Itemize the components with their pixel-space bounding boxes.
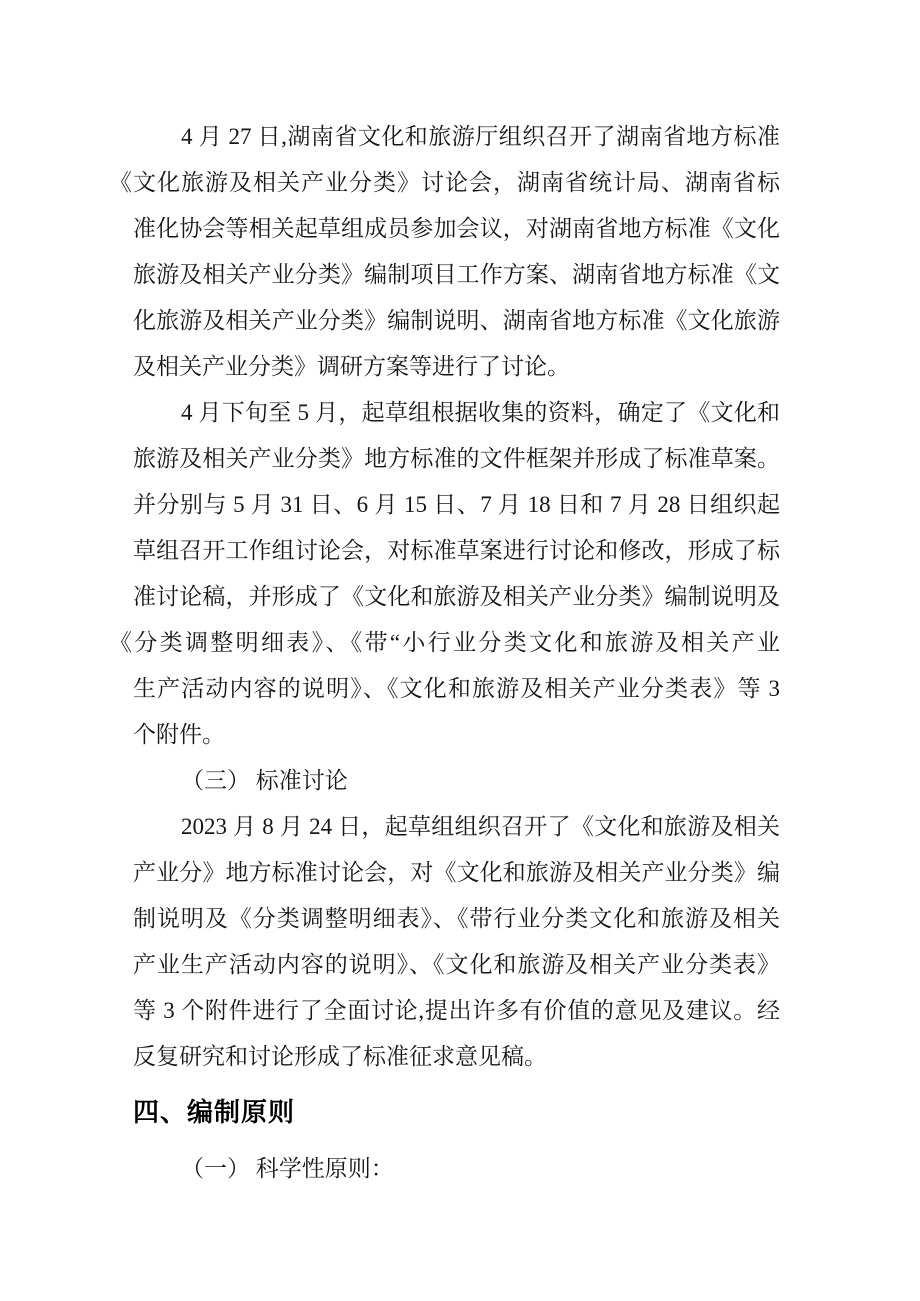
text-line: 4 月 27 日,湖南省文化和旅游厅组织召开了湖南省地方标准 — [181, 124, 780, 149]
text-line: 制说明及《分类调整明细表》、《带行业分类文化和旅游及相关 — [133, 906, 780, 931]
text-line: 等 3 个附件进行了全面讨论,提出许多有价值的意见及建议。经 — [133, 998, 780, 1023]
text-line: 《文化旅游及相关产业分类》讨论会，湖南省统计局、湖南省标 — [109, 170, 780, 195]
text-line: 化旅游及相关产业分类》编制说明、湖南省地方标准《文化旅游 — [133, 308, 780, 333]
heading-compilation-principles: 四、编制原则 — [133, 1097, 296, 1127]
paragraph-drafting-april-may — [109, 390, 780, 758]
subheading-standard-discussion: （三） 标准讨论 — [181, 768, 348, 793]
paragraph-discussion-aug2023 — [133, 804, 780, 1080]
text-line: 草组召开工作组讨论会，对标准草案进行讨论和修改，形成了标 — [133, 538, 780, 563]
text-line: 个附件。 — [133, 722, 225, 747]
text-line: 及相关产业分类》调研方案等进行了讨论。 — [133, 354, 570, 379]
text-line: 准讨论稿，并形成了《文化和旅游及相关产业分类》编制说明及 — [133, 584, 780, 609]
text-line: 旅游及相关产业分类》编制项目工作方案、湖南省地方标准《文 — [133, 262, 780, 287]
text-line: 反复研究和讨论形成了标准征求意见稿。 — [133, 1044, 547, 1069]
text-line: 4 月下旬至 5 月，起草组根据收集的资料，确定了《文化和 — [181, 400, 780, 425]
text-line: 生产活动内容的说明》、《文化和旅游及相关产业分类表》等 3 — [133, 676, 780, 701]
text-line: 《分类调整明细表》、《带“小行业分类文化和旅游及相关产业 — [109, 630, 780, 655]
text-line: 产业生产活动内容的说明》、《文化和旅游及相关产业分类表》 — [133, 952, 780, 977]
text-line: 并分别与 5 月 31 日、6 月 15 日、7 月 18 日和 7 月 28 日组织起 — [133, 492, 780, 517]
paragraph-meeting-april27 — [109, 114, 780, 390]
text-line: 产业分》地方标准讨论会，对《文化和旅游及相关产业分类》编 — [133, 860, 780, 885]
text-line: 2023 月 8 月 24 日，起草组组织召开了《文化和旅游及相关 — [181, 814, 780, 839]
text-line: 旅游及相关产业分类》地方标准的文件框架并形成了标准草案。 — [133, 446, 780, 471]
subheading-scientific-principle: （一） 科学性原则： — [181, 1156, 394, 1181]
text-line: 准化协会等相关起草组成员参加会议，对湖南省地方标准《文化 — [133, 216, 780, 241]
document-body — [109, 114, 780, 1192]
